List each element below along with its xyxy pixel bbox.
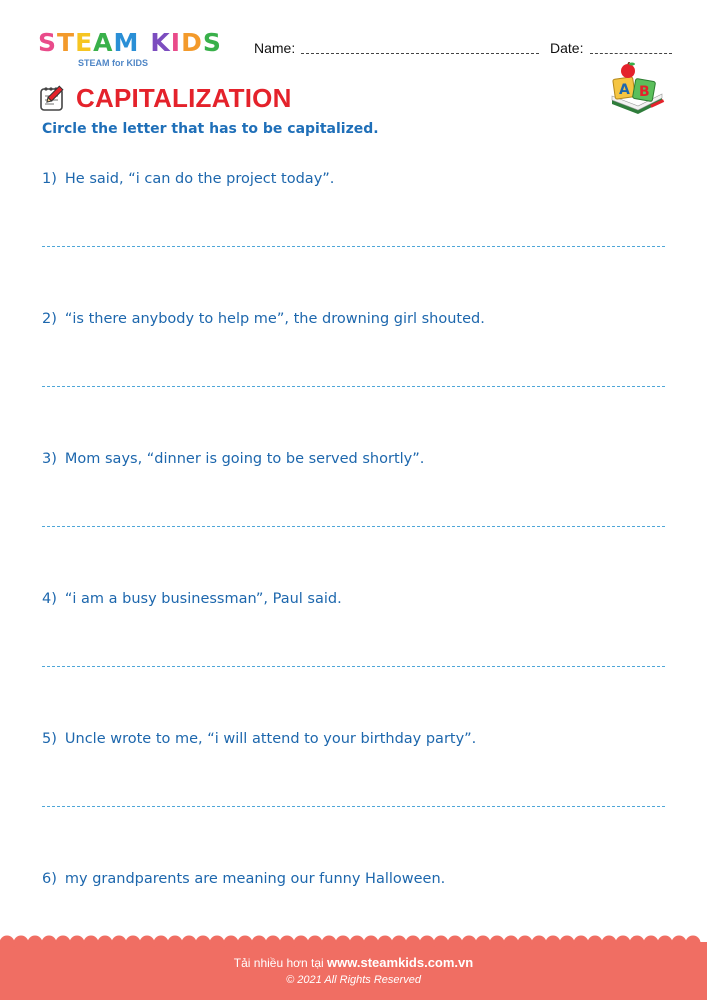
question-number: 5) <box>42 731 57 747</box>
logo-letter: T <box>57 28 75 57</box>
logo-letter: M <box>113 28 139 57</box>
svg-text:A: A <box>619 82 630 98</box>
scallop <box>168 936 183 951</box>
question-text[interactable]: Uncle wrote to me, “i will attend to your birthday party”. <box>64 731 477 747</box>
scallop <box>126 936 141 951</box>
question-text[interactable]: Mom says, “dinner is going to be served shortly”. <box>64 451 425 467</box>
logo-letter: K <box>150 28 170 57</box>
name-field[interactable] <box>301 53 539 54</box>
scallop <box>392 936 407 951</box>
abc-books-apple-icon <box>608 62 666 114</box>
answer-line <box>42 666 665 667</box>
scallop <box>336 936 351 951</box>
question-item <box>42 591 342 607</box>
question-number: 4) <box>42 591 57 607</box>
scallop <box>630 936 645 951</box>
scallop <box>462 936 477 951</box>
scallop <box>98 936 113 951</box>
logo-wordmark <box>38 30 238 56</box>
page-title: CAPITALIZATION <box>76 82 292 113</box>
steam-kids-logo <box>38 30 238 72</box>
logo-letter: S <box>38 28 57 57</box>
logo-letter: E <box>75 28 93 57</box>
question-text[interactable]: “i am a busy businessman”, Paul said. <box>64 591 342 607</box>
scallop <box>448 936 463 951</box>
scallop <box>406 936 421 951</box>
scallop <box>476 936 491 951</box>
question-text[interactable]: He said, “i can do the project today”. <box>64 171 335 187</box>
scallop <box>112 936 127 951</box>
date-label: Date: <box>550 40 584 56</box>
scallop <box>644 936 659 951</box>
logo-spacer <box>139 30 149 56</box>
scallop <box>518 936 533 951</box>
answer-line <box>42 246 665 247</box>
logo-letter: I <box>170 28 181 57</box>
scallop <box>546 936 561 951</box>
instruction-text: Circle the letter that has to be capitalized. <box>42 121 379 137</box>
question-item <box>42 451 424 467</box>
name-label: Name: <box>254 40 296 56</box>
scallop <box>322 936 337 951</box>
scallop <box>224 936 239 951</box>
scallop <box>616 936 631 951</box>
scallop <box>532 936 547 951</box>
answer-line <box>42 386 665 387</box>
scallop <box>574 936 589 951</box>
scallop <box>196 936 211 951</box>
answer-line <box>42 526 665 527</box>
scallop <box>420 936 435 951</box>
notepad-pencil-icon <box>38 83 68 113</box>
question-item <box>42 311 485 327</box>
scallop <box>56 936 71 951</box>
scallop <box>238 936 253 951</box>
question-item <box>42 871 445 887</box>
scallop <box>294 936 309 951</box>
scallop <box>560 936 575 951</box>
scallop <box>602 936 617 951</box>
date-field[interactable] <box>590 53 672 54</box>
scallop <box>378 936 393 951</box>
page-footer <box>0 942 707 1000</box>
scallop <box>266 936 281 951</box>
logo-letter: D <box>181 28 202 57</box>
question-text[interactable]: “is there anybody to help me”, the drowning girl shouted. <box>64 311 485 327</box>
scallop <box>140 936 155 951</box>
scallop <box>14 936 29 951</box>
worksheet-heading <box>38 80 292 116</box>
scallop <box>0 936 15 951</box>
scallop <box>490 936 505 951</box>
question-text[interactable]: my grandparents are meaning our funny Halloween. <box>64 871 446 887</box>
scallop <box>28 936 43 951</box>
scallop <box>308 936 323 951</box>
footer-prefix: Tải nhiều hơn tại <box>233 956 328 970</box>
logo-subtitle: STEAM for KIDS <box>78 58 149 68</box>
scallop <box>672 936 687 951</box>
logo-letter: A <box>93 28 113 57</box>
footer-website-line <box>0 955 707 970</box>
question-number: 2) <box>42 311 57 327</box>
scallop <box>42 936 57 951</box>
scallop <box>350 936 365 951</box>
scallop <box>364 936 379 951</box>
scallop <box>70 936 85 951</box>
question-item <box>42 171 334 187</box>
svg-text:B: B <box>639 84 650 100</box>
logo-letter: S <box>202 28 221 57</box>
question-item <box>42 731 476 747</box>
scallop-border <box>0 934 707 950</box>
scallop <box>154 936 169 951</box>
scallop <box>658 936 673 951</box>
scallop <box>252 936 267 951</box>
question-number: 6) <box>42 871 57 887</box>
scallop <box>588 936 603 951</box>
scallop <box>434 936 449 951</box>
answer-line <box>42 806 665 807</box>
scallop <box>84 936 99 951</box>
footer-copyright: © 2021 All Rights Reserved <box>286 974 421 986</box>
question-number: 1) <box>42 171 57 187</box>
question-number: 3) <box>42 451 57 467</box>
scallop <box>686 936 701 951</box>
scallop <box>210 936 225 951</box>
footer-website-link[interactable]: www.steamkids.com.vn <box>327 955 474 970</box>
scallop <box>280 936 295 951</box>
scallop <box>182 936 197 951</box>
scallop <box>504 936 519 951</box>
